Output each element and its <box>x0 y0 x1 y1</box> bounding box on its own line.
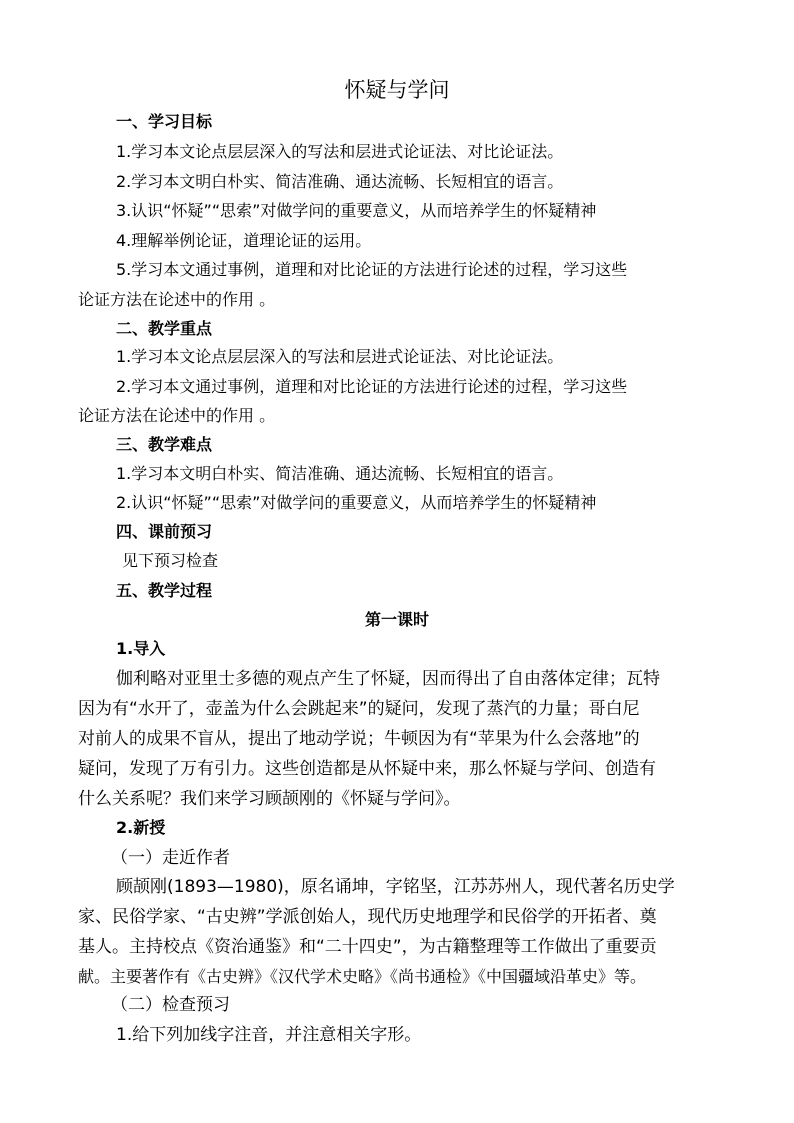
section-heading-preview: 四、课前预习 <box>116 522 213 541</box>
intro-paragraph-line: 什么关系呢？我们来学习顾颉刚的《怀疑与学问》。 <box>78 789 461 809</box>
section-heading-objectives: 一、学习目标 <box>116 112 213 131</box>
section-heading-difficulties: 三、教学难点 <box>116 435 213 454</box>
preview-check-heading: （二）检查预习 <box>111 995 230 1015</box>
key-point-item: 1.学习本文论点层层深入的写法和层进式论证法、对比论证法。 <box>116 347 564 366</box>
objective-item: 3.认识“怀疑”“思索”对做学问的重要意义，从而培养学生的怀疑精神 <box>116 201 597 220</box>
objective-item-continued: 论证方法在论述中的作用 。 <box>78 290 276 309</box>
intro-paragraph-line: 疑问，发现了万有引力。这些创造都是从怀疑中来，那么怀疑与学问、创造有 <box>78 759 656 779</box>
author-paragraph-line: 献。主要著作有《古史辨》《汉代学术史略》《尚书通检》《中国疆域沿革史》等。 <box>78 967 647 986</box>
objective-item: 4.理解举例论证，道理论证的运用。 <box>116 231 372 250</box>
objective-item: 5.学习本文通过事例，道理和对比论证的方法进行论述的过程，学习这些 <box>116 260 628 279</box>
preview-check-item: 1.给下列加线字注音，并注意相关字形。 <box>116 1025 422 1045</box>
difficulty-item: 1.学习本文明白朴实、简洁准确、通达流畅、长短相宜的语言。 <box>116 464 564 483</box>
new-lesson-heading: 2.新授 <box>116 818 166 837</box>
section-heading-process: 五、教学过程 <box>116 581 213 600</box>
key-point-item: 2.学习本文通过事例，道理和对比论证的方法进行论述的过程，学习这些 <box>116 377 628 396</box>
author-heading: （一）走近作者 <box>111 848 230 868</box>
section-heading-key-points: 二、教学重点 <box>116 319 213 338</box>
preview-text: 见下预习检查 <box>122 551 219 570</box>
intro-paragraph-line: 对前人的成果不盲从，提出了地动学说；牛顿因为有“苹果为什么会落地”的 <box>78 729 640 749</box>
difficulty-item: 2.认识“怀疑”“思索”对做学问的重要意义，从而培养学生的怀疑精神 <box>116 493 597 512</box>
objective-item: 1.学习本文论点层层深入的写法和层进式论证法、对比论证法。 <box>116 142 564 161</box>
intro-heading: 1.导入 <box>116 639 166 658</box>
objective-item: 2.学习本文明白朴实、简洁准确、通达流畅、长短相宜的语言。 <box>116 172 564 191</box>
intro-paragraph-line: 伽利略对亚里士多德的观点产生了怀疑，因而得出了自由落体定律；瓦特 <box>116 669 660 689</box>
author-paragraph-line: 顾颉刚(1893—1980)，原名诵坤，字铭坚，江苏苏州人，现代著名历史学 <box>116 877 675 897</box>
intro-paragraph-line: 因为有“水开了，壶盖为什么会跳起来”的疑问，发现了蒸汽的力量；哥白尼 <box>78 699 640 719</box>
page-title: 怀疑与学问 <box>344 78 450 102</box>
author-paragraph-line: 基人。主持校点《资治通鉴》和“二十四史”，为古籍整理等工作做出了重要贡 <box>78 937 657 957</box>
lesson-heading: 第一课时 <box>364 610 429 629</box>
author-paragraph-line: 家、民俗学家、“古史辨”学派创始人，现代历史地理学和民俗学的开拓者、奠 <box>78 907 657 927</box>
key-point-item-continued: 论证方法在论述中的作用 。 <box>78 406 276 425</box>
